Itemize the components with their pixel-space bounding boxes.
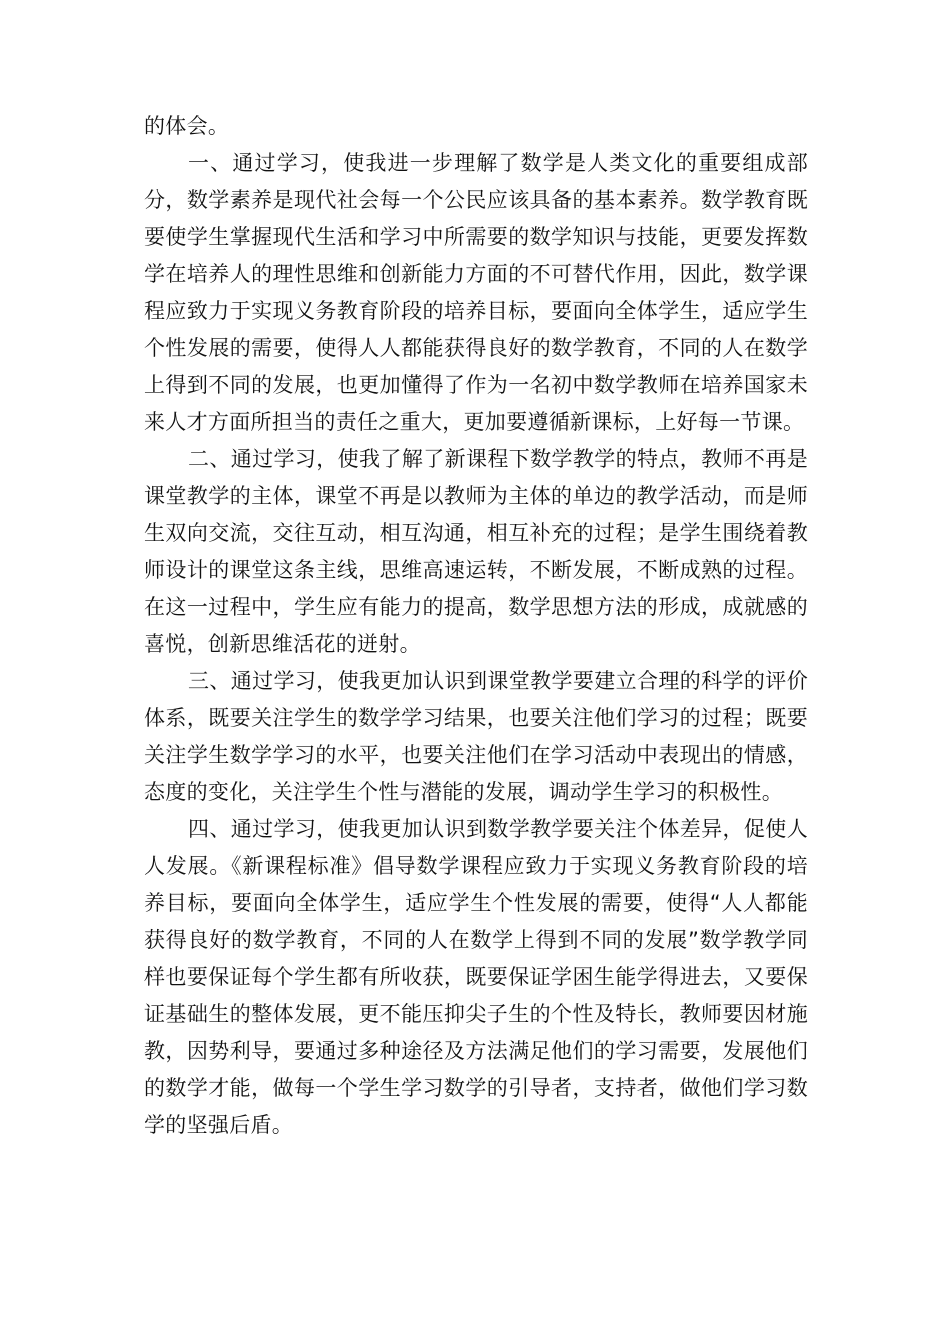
paragraph-point-1: 一、通过学习，使我进一步理解了数学是人类文化的重要组成部分，数学素养是现代社会每一个公民应该具备的基本素养。数学教育既要使学生掌握现代生活和学习中所需要的数学知识与技能，更要发挥数学在培养人的理性思维和创新能力方面的不可替代作用，因此，数学课程应致力于实现义务教育阶段的培养目标，要面向全体学生，适应学生个性发展的需要，使得人人都能获得良好的数学教育，不同的人在数学上得到不同的发展，也更加懂得了作为一名初中数学教师在培养国家未来人才方面所担当的责任之重大，更加要遵循新课标，上好每一节课。 xyxy=(144,151,808,434)
paragraph-continuation: 的体会。 xyxy=(144,114,230,138)
paragraph-point-2: 二、通过学习，使我了解了新课程下数学教学的特点，教师不再是课堂教学的主体，课堂不再是以教师为主体的单边的教学活动，而是师生双向交流，交往互动，相互沟通，相互补充的过程；是学生围绕着教师设计的课堂这条主线，思维高速运转，不断发展，不断成熟的过程。在这一过程中，学生应有能力的提高，数学思想方法的形成，成就感的喜悦，创新思维活花的迸射。 xyxy=(144,447,808,656)
document-body xyxy=(144,108,808,1144)
paragraph-point-3: 三、通过学习，使我更加认识到课堂教学要建立合理的科学的评价体系，既要关注学生的数学学习结果，也要关注他们学习的过程；既要关注学生数学学习的水平，也要关注他们在学习活动中表现出的情感，态度的变化，关注学生个性与潜能的发展，调动学生学习的积极性。 xyxy=(144,669,808,804)
paragraph-point-4: 四、通过学习，使我更加认识到数学教学要关注个体差异，促使人人发展。《新课程标准》倡导数学课程应致力于实现义务教育阶段的培养目标，要面向全体学生，适应学生个性发展的需要，使得“人人都能获得良好的数学教育，不同的人在数学上得到不同的发展”数学教学同样也要保证每个学生都有所收获，既要保证学困生能学得进去，又要保证基础生的整体发展，更不能压抑尖子生的个性及特长，教师要因材施教，因势利导，要通过多种途径及方法满足他们的学习需要，发展他们的数学才能，做每一个学生学习数学的引导者，支持者，做他们学习数学的坚强后盾。 xyxy=(144,817,808,1137)
